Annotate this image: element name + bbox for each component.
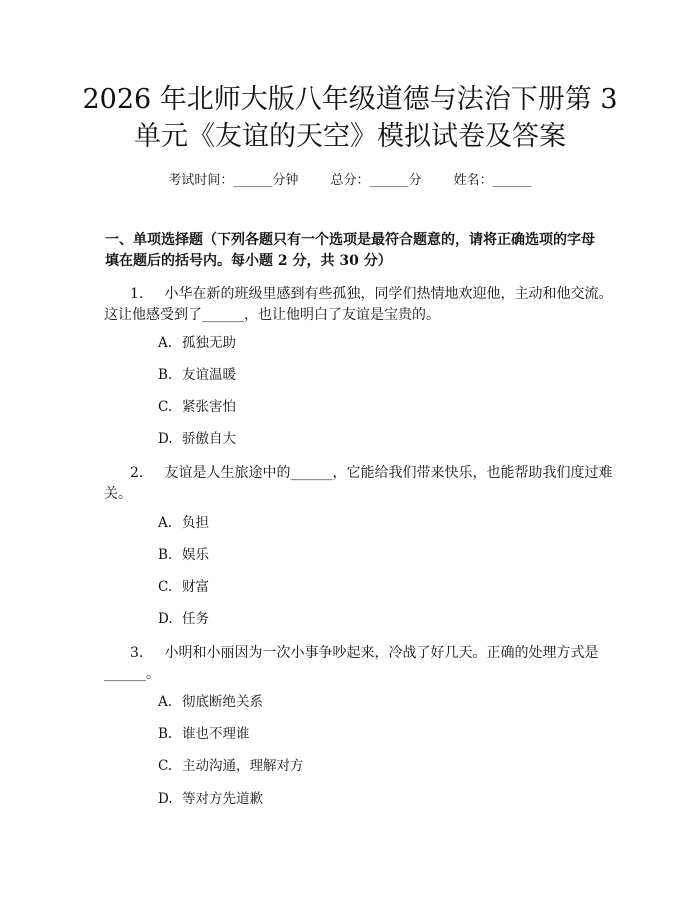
question-3-line-2: ______。	[104, 666, 160, 682]
question-3-line-1	[130, 642, 598, 664]
question-1-number: 1.	[130, 286, 144, 302]
exam-time-unit: 分钟	[272, 173, 299, 188]
question-1-line-1	[130, 283, 612, 305]
title-line-2: 单元《友谊的天空》模拟试卷及答案	[134, 121, 566, 152]
exam-time-blank: ______	[233, 173, 273, 188]
exam-time-label: 考试时间：	[168, 173, 234, 188]
exam-meta	[0, 169, 700, 188]
question-3-number: 3.	[130, 645, 144, 661]
question-3-option-c: C. 主动沟通，理解对方	[158, 758, 304, 774]
question-2-number: 2.	[130, 465, 144, 481]
student-name-label: 姓名：	[453, 173, 493, 188]
question-3-option-a: A. 彻底断绝关系	[158, 694, 263, 710]
question-3-option-d: D. 等对方先道歉	[158, 791, 263, 807]
question-2-option-c: C. 财富	[158, 579, 209, 595]
question-2-line-2: 关。	[104, 486, 132, 502]
section-heading-line-2: 填在题后的括号内。每小题 2 分，共 30 分）	[105, 253, 392, 269]
question-1-text-1: 小华在新的班级里感到有些孤独，同学们热情地欢迎他，主动和他交流。	[164, 286, 613, 302]
question-3-option-b: B. 谁也不理谁	[158, 726, 250, 742]
student-name-blank: ______	[492, 173, 532, 188]
exam-time-field	[168, 169, 298, 188]
question-3-text-1: 小明和小丽因为一次小事争吵起来，冷战了好几天。正确的处理方式是	[164, 645, 599, 661]
question-1-option-c: C. 紧张害怕	[158, 399, 236, 415]
question-2-option-b: B. 娱乐	[158, 547, 209, 563]
question-1-option-a: A. 孤独无助	[158, 335, 236, 351]
question-1-line-2: 这让他感受到了______，也让他明白了友谊是宝贵的。	[104, 307, 440, 323]
question-2-text-1: 友谊是人生旅途中的______，它能给我们带来快乐，也能帮助我们度过难	[164, 465, 613, 481]
student-name-field	[454, 169, 532, 188]
question-2-option-d: D. 任务	[158, 611, 209, 627]
section-heading-line-1: 一、单项选择题（下列各题只有一个选项是最符合题意的，请将正确选项的字母	[105, 232, 595, 248]
question-2-option-a: A. 负担	[158, 515, 209, 531]
total-score-unit: 分	[408, 173, 422, 188]
title-line-1: 2026 年北师大版八年级道德与法治下册第 3	[82, 84, 618, 115]
total-score-label: 总分：	[330, 173, 370, 188]
question-1-option-d: D. 骄傲自大	[158, 431, 236, 447]
total-score-blank: ______	[369, 173, 409, 188]
question-2-line-1	[130, 462, 612, 484]
total-score-field	[330, 169, 421, 188]
question-1-option-b: B. 友谊温暖	[158, 367, 236, 383]
